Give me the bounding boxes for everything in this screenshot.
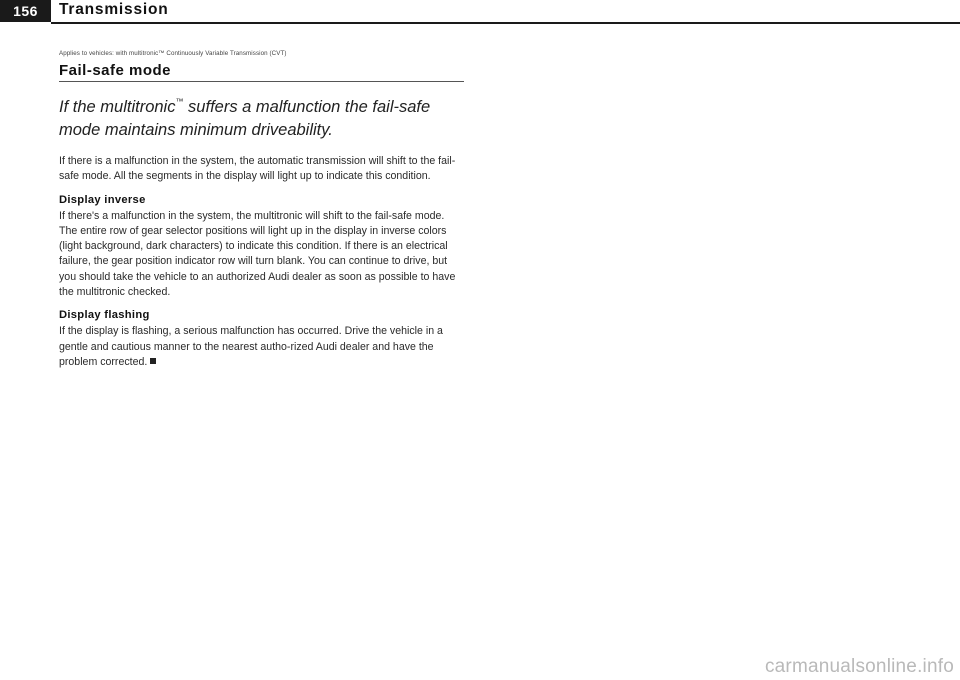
display-flashing-text: If the display is flashing, a serious malfunction has occurred. Drive the vehicle in a gentle and cautious manner to the nearest autho-rized Audi dealer and have the problem corrected. [59,325,443,368]
display-inverse-paragraph: If there's a malfunction in the system, the multitronic will shift to the fail-safe mode. The entire row of gear selector positions will light up in the display in inverse colors (light background, dark characters) to indicate this condition. If there is an electrical failure, the gear position indicator row will turn blank. You can continue to drive, but you should take the vehicle to an authorized Audi dealer as soon as possible to have the multitronic checked. [59,209,456,299]
lead-part-2: suffers a malfunction the fail-safe mode maintains minimum driveability. [59,98,431,139]
trademark-symbol: ™ [175,97,184,106]
section-lead [59,90,464,142]
display-inverse-heading: Display inverse [59,193,146,206]
section-title: Fail-safe mode [59,62,464,82]
intro-paragraph: If there is a malfunction in the system, the automatic transmission will shift to the fail-safe mode. All the segments in the display will light up to indicate this condition. [59,155,456,183]
main-content [59,50,464,379]
watermark: carmanualsonline.info [764,656,954,677]
display-flashing-paragraph [59,324,464,370]
applies-to-note: Applies to vehicles: with multitronic™ Continuously Variable Transmission (CVT) [59,50,287,57]
header-rule [51,22,960,24]
chapter-title: Transmission [59,1,169,18]
page-number: 156 [0,0,51,22]
section-end-marker [150,358,156,364]
lead-part-1: If the multitronic [59,98,176,116]
display-flashing-heading: Display flashing [59,309,150,322]
